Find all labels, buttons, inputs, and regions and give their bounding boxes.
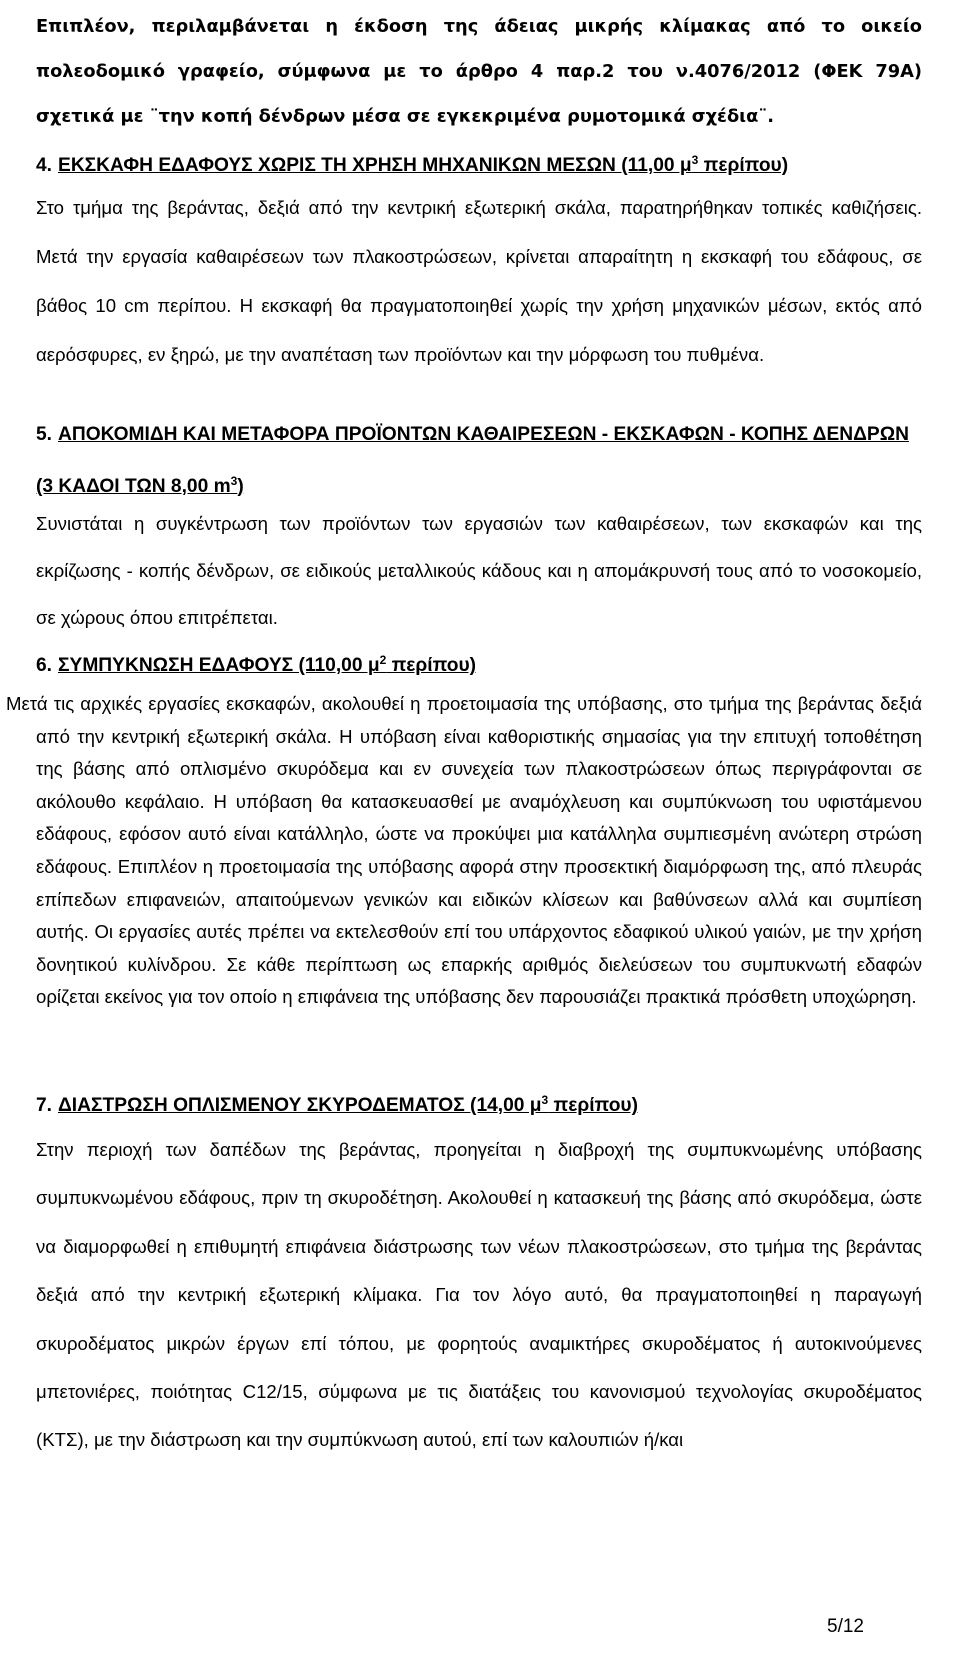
superscript: 3 [541,1093,549,1107]
section-title: ΔΙΑΣΤΡΩΣΗ ΟΠΛΙΣΜΕΝΟΥ ΣΚΥΡΟΔΕΜΑΤΟΣ (14,00 μ [58,1095,542,1116]
section-6-body-text: Μετά τις αρχικές εργασίες εκσκαφών, ακολουθεί η προετοιμασία της υπόβασης, στο τμήμα της βεράντας δεξιά από την κεντρική εξωτερική σκάλα. Η υπόβαση είναι καθοριστικής σημασίας για την επιτυχή τοποθέτηση της βάσης από οπλισμένο σκυρόδεμα και εν συνεχεία των πλακοστρώσεων όπως περιγράφονται σε ακόλουθο κεφάλαιο. Η υπόβαση θα κατασκευασθεί με αναμόχλευση και συμπύκνωση του υφιστάμενου εδάφους, εφόσον αυτό είναι κατάλληλο, ώστε να προκύψει μια κατάλληλα συμπιεσμένη ανώτερη στρώση εδάφους. Επιπλέον η προετοιμασία της υπόβασης αφορά στην προσεκτική διαμόρφωση της, από πλευράς επίπεδων επιφανειών, απαιτούμενων γενικών και ειδικών κλίσεων και βαθύνσεων αλλά και συμπίεση αυτής. Οι εργασίες αυτές πρέπει να εκτελεσθούν επί του υπάρχοντος εδαφικού υλικού γαιών, με την χρήση δονητικού κυλίνδρου. Σε κάθε περίπτωση ως επαρκής αριθμός διελεύσεων του συμπυκνωτή εδαφών ορίζεται εκείνος για τον οποίο η επιφάνεια της υπόβασης δεν παρουσιάζει πρακτικά πρόσθετη υποχώρηση. [6,693,922,1008]
section-title-end: περίπου) [386,655,477,676]
section-7-body: Στην περιοχή των δαπέδων της βεράντας, προηγείται η διαβροχή της συμπυκνωμένης υπόβασης συμπυκνωμένου εδάφους, πριν τη σκυροδέτηση. Ακολουθεί η κατασκευή της βάσης από σκυρόδεμα, ώστε να διαμορφωθεί η επιθυμητή επιφάνεια διάστρωσης των νέων πλακοστρώσεων, στο τμήμα της βεράντας δεξιά από την κεντρική εξωτερική κλίμακα. Για τον λόγο αυτό, θα πραγματοποιηθεί η παραγωγή σκυροδέματος μικρών έργων επί τόπου, με φορητούς αναμικτήρες σκυροδέματος ή αυτοκινούμενες μπετονιέρες, ποιότητας C12/15, σύμφωνα με τις διατάξεις του κανονισμού τεχνολογίας σκυροδέματος (ΚΤΣ), με την διάστρωση και την συμπύκνωση αυτού, επί των καλουπιών ή/και [36,1139,922,1451]
section-number: 7. [36,1095,53,1116]
section-title-end: περίπου) [698,155,789,176]
section-title: ΣΥΜΠΥΚΝΩΣΗ ΕΔΑΦΟΥΣ (110,00 μ [58,655,380,676]
section-title: ΕΚΣΚΑΦΗ ΕΔΑΦΟΥΣ ΧΩΡΙΣ ΤΗ ΧΡΗΣΗ ΜΗΧΑΝΙΚΩΝ ΜΕΣΩΝ (11,00 μ [58,155,692,176]
section-6-body [6,688,922,1014]
section-4-body: Στο τμήμα της βεράντας, δεξιά από την κεντρική εξωτερική σκάλα, παρατηρήθηκαν τοπικές καθιζήσεις. Μετά την εργασία καθαιρέσεων των πλακοστρώσεων, κρίνεται απαραίτητη η εκσκαφή του εδάφους, σε βάθος 10 cm περίπου. Η εκσκαφή θα πραγματοποιηθεί χωρίς την χρήση μηχανικών μέσων, εκτός από αερόσφυρες, εν ξηρώ, με την αναπέταση των προϊόντων και την μόρφωση του πυθμένα. [36,197,922,365]
intro-paragraph: Επιπλέον, περιλαμβάνεται η έκδοση της άδειας μικρής κλίμακας από το οικείο πολεοδομικό γραφείο, σύμφωνα με το άρθρο 4 παρ.2 του ν.4076/2012 (ΦΕΚ 79Α) σχετικά με ¨την κοπή δένδρων μέσα σε εγκεκριμένα ρυμοτομικά σχέδια¨. [36,16,922,127]
section-7-heading [36,1084,922,1122]
section-4-heading [36,138,922,188]
section-title-end: ) [237,476,244,497]
section-5-heading [36,411,922,510]
section-title-end: περίπου) [548,1095,638,1116]
section-5-body: Συνιστάται η συγκέντρωση των προϊόντων των εργασιών των καθαιρέσεων, των εκσκαφών και της εκρίζωσης - κοπής δένδρων, σε ειδικούς μεταλλικούς κάδους και η απομάκρυνσή τους από το νοσοκομείο, σε χώρους όπου επιτρέπεται. [36,513,922,628]
section-6-heading [36,638,922,688]
superscript: 3 [691,153,699,167]
section-title: ΑΠΟΚΟΜΙΔΗ ΚΑΙ ΜΕΤΑΦΟΡΑ ΠΡΟΪΟΝΤΩΝ ΚΑΘΑΙΡΕΣΕΩΝ - ΕΚΣΚΑΦΩΝ - ΚΟΠΗΣ ΔΕΝΔΡΩΝ (3 ΚΑΔΟΙ ΤΩΝ 8,00 m [36,424,909,497]
section-number: 6. [36,655,53,676]
superscript: 3 [230,474,238,488]
section-number: 5. [36,424,53,445]
page-number: 5/12 [827,1616,864,1637]
superscript: 2 [379,653,387,667]
section-number: 4. [36,155,53,176]
